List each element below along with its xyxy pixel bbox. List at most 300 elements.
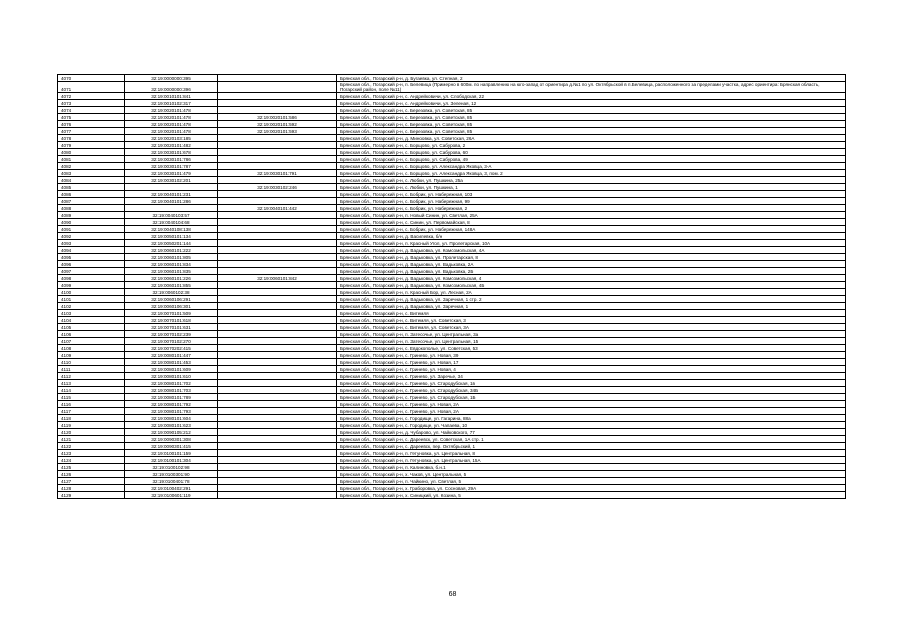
related-cadastral-number-cell xyxy=(218,485,337,492)
cadastral-number-cell: 32:19:0080101:623 xyxy=(125,422,218,429)
related-cadastral-number-cell xyxy=(218,135,337,142)
cadastral-number-cell: 32:19:0000000:395 xyxy=(125,75,218,82)
row-number-cell: 4112 xyxy=(58,373,125,380)
cadastral-number-cell: 32:19:0090301:415 xyxy=(125,443,218,450)
row-number-cell: 4093 xyxy=(58,240,125,247)
related-cadastral-number-cell xyxy=(218,254,337,261)
cadastral-number-cell: 32:19:0040101:231 xyxy=(125,191,218,198)
registry-table xyxy=(57,74,846,499)
row-number-cell: 4075 xyxy=(58,114,125,121)
row-number-cell: 4080 xyxy=(58,149,125,156)
cadastral-number-cell: 32:19:0010101:841 xyxy=(125,93,218,100)
row-number-cell: 4108 xyxy=(58,345,125,352)
table-row xyxy=(58,191,846,198)
table-row xyxy=(58,107,846,114)
related-cadastral-number-cell xyxy=(218,82,337,93)
related-cadastral-number-cell: 32:19:0030102:246 xyxy=(218,184,337,191)
row-number-cell: 4122 xyxy=(58,443,125,450)
row-number-cell: 4099 xyxy=(58,282,125,289)
table-row xyxy=(58,331,846,338)
table-row xyxy=(58,492,846,499)
cadastral-number-cell: 32:19:0070101:631 xyxy=(125,324,218,331)
address-cell: Брянская обл., Погарский р-н, с. Гриневo, ул. Новая, 17 xyxy=(337,359,846,366)
cadastral-number-cell: 32:19:0020101:478 xyxy=(125,121,218,128)
address-cell: Брянская обл., Погарский р-н, с. Гриневo, ул. Стародубская, 34Б xyxy=(337,387,846,394)
cadastral-number-cell: 32:19:0100301:90 xyxy=(125,471,218,478)
row-number-cell: 4098 xyxy=(58,275,125,282)
related-cadastral-number-cell xyxy=(218,464,337,471)
address-cell: Брянская обл., Погарский р-н, с. Любки, ул. Пушкина, 25а xyxy=(337,177,846,184)
row-number-cell: 4088 xyxy=(58,205,125,212)
address-cell: Брянская обл., Погарский р-н, с. Борщово, ул. Сабурова, 49 xyxy=(337,156,846,163)
related-cadastral-number-cell xyxy=(218,457,337,464)
table-row xyxy=(58,212,846,219)
row-number-cell: 4128 xyxy=(58,485,125,492)
address-cell: Брянская обл., Погарский р-н, с. Бобрик, ул. Набережная, 99 xyxy=(337,198,846,205)
address-cell: Брянская обл., Погарский р-н, д. Василевка, б/н xyxy=(337,233,846,240)
row-number-cell: 4114 xyxy=(58,387,125,394)
address-cell: Брянская обл., Погарский р-н, с. Дареевск, ул. Советская, 1А стр. 1 xyxy=(337,436,846,443)
row-number-cell: 4096 xyxy=(58,261,125,268)
row-number-cell: 4074 xyxy=(58,107,125,114)
table-row xyxy=(58,450,846,457)
table-row xyxy=(58,485,846,492)
cadastral-number-cell: 32:19:0090105:212 xyxy=(125,429,218,436)
cadastral-number-cell: 32:19:0080101:789 xyxy=(125,394,218,401)
address-cell: Брянская обл., Погарский р-н, с. Березовка, ул. Советская, 85 xyxy=(337,121,846,128)
related-cadastral-number-cell xyxy=(218,163,337,170)
address-cell: Брянская обл., Погарский р-н, с. Евдокополье, ул. Советская, 53 xyxy=(337,345,846,352)
cadastral-number-cell: 32:19:0080101:604 xyxy=(125,415,218,422)
row-number-cell: 4089 xyxy=(58,212,125,219)
table-row xyxy=(58,471,846,478)
row-number-cell: 4087 xyxy=(58,198,125,205)
address-cell: Брянская обл., Погарский р-н, с. Гриневo, ул. Новая, 2А xyxy=(337,408,846,415)
row-number-cell: 4106 xyxy=(58,331,125,338)
cadastral-number-cell: 32:19:0070101:509 xyxy=(125,310,218,317)
cadastral-number-cell: 32:19:0060101:834 xyxy=(125,261,218,268)
address-cell: Брянская обл., Погарский р-н, х. Чаков, ул. Центральная, 5 xyxy=(337,471,846,478)
related-cadastral-number-cell xyxy=(218,226,337,233)
cadastral-number-cell: 32:19:0080101:610 xyxy=(125,373,218,380)
related-cadastral-number-cell xyxy=(218,429,337,436)
row-number-cell: 4101 xyxy=(58,296,125,303)
address-cell: Брянская обл., Погарский р-н, п. Затесочье, ул. Центральная, 3а xyxy=(337,331,846,338)
row-number-cell: 4077 xyxy=(58,128,125,135)
related-cadastral-number-cell xyxy=(218,100,337,107)
related-cadastral-number-cell: 32:19:0020101:593 xyxy=(218,128,337,135)
related-cadastral-number-cell xyxy=(218,436,337,443)
address-cell: Брянская обл., Погарский р-н, п. Калиновка, б.н.1 xyxy=(337,464,846,471)
table-row xyxy=(58,303,846,310)
related-cadastral-number-cell xyxy=(218,93,337,100)
address-cell: Брянская обл., Погарский р-н, д. Вадьковка, ул. Заречная, 1 xyxy=(337,303,846,310)
table-row xyxy=(58,422,846,429)
row-number-cell: 4078 xyxy=(58,135,125,142)
row-number-cell: 4104 xyxy=(58,317,125,324)
address-cell: Брянская обл., Погарский р-н, с. Борщово, ул. Сабурова, 60 xyxy=(337,149,846,156)
related-cadastral-number-cell xyxy=(218,107,337,114)
row-number-cell: 4070 xyxy=(58,75,125,82)
related-cadastral-number-cell xyxy=(218,310,337,317)
cadastral-number-cell: 32:19:0080101:447 xyxy=(125,352,218,359)
related-cadastral-number-cell xyxy=(218,219,337,226)
cadastral-number-cell: 32:19:0060101:835 xyxy=(125,268,218,275)
address-cell: Брянская обл., Погарский р-н, п. Гетуновка, ул. Центральная, 15А xyxy=(337,457,846,464)
related-cadastral-number-cell: 32:19:0030101:791 xyxy=(218,170,337,177)
table-row xyxy=(58,142,846,149)
address-cell: Брянская обл., Погарский р-н, п. Чайкино, ул. Светлая, 5 xyxy=(337,478,846,485)
table-row xyxy=(58,121,846,128)
row-number-cell: 4120 xyxy=(58,429,125,436)
row-number-cell: 4095 xyxy=(58,254,125,261)
row-number-cell: 4116 xyxy=(58,401,125,408)
address-cell: Брянская обл., Погарский р-н, с. Дареевск, пер. Октябрьский, 1 xyxy=(337,443,846,450)
row-number-cell: 4126 xyxy=(58,471,125,478)
row-number-cell: 4100 xyxy=(58,289,125,296)
related-cadastral-number-cell xyxy=(218,177,337,184)
table-row xyxy=(58,93,846,100)
address-cell: Брянская обл., Погарский р-н, с. Гриневo, ул. Стародубская, 1Б xyxy=(337,394,846,401)
row-number-cell: 4103 xyxy=(58,310,125,317)
row-number-cell: 4072 xyxy=(58,93,125,100)
related-cadastral-number-cell xyxy=(218,268,337,275)
table-row xyxy=(58,457,846,464)
related-cadastral-number-cell xyxy=(218,345,337,352)
address-cell: Брянская обл., Погарский р-н, д. Вадьковка, ул. Комсомольская, 4А xyxy=(337,247,846,254)
cadastral-number-cell: 32:19:0040108:138 xyxy=(125,226,218,233)
table-row xyxy=(58,135,846,142)
address-cell: Брянская обл., Погарский р-н, с. Березовка, ул. Советская, 85 xyxy=(337,107,846,114)
row-number-cell: 4073 xyxy=(58,100,125,107)
address-cell: Брянская обл., Погарский р-н, х. Синицкий, ул. Козина, 5 xyxy=(337,492,846,499)
table-row xyxy=(58,275,846,282)
table-row xyxy=(58,219,846,226)
table-row xyxy=(58,338,846,345)
table-row xyxy=(58,436,846,443)
table-row xyxy=(58,352,846,359)
related-cadastral-number-cell xyxy=(218,380,337,387)
cadastral-number-cell: 32:19:0030101:479 xyxy=(125,170,218,177)
table-row xyxy=(58,198,846,205)
address-cell: Брянская обл., Погарский р-н, п. Новый Синин, ул. Светлая, 25А xyxy=(337,212,846,219)
row-number-cell: 4105 xyxy=(58,324,125,331)
related-cadastral-number-cell xyxy=(218,401,337,408)
address-cell: Брянская обл., Погарский р-н, с. Борщово, ул. Сабурова, 2 xyxy=(337,142,846,149)
related-cadastral-number-cell: 32:19:0060101:842 xyxy=(218,275,337,282)
cadastral-number-cell: 32:19:0090301:308 xyxy=(125,436,218,443)
row-number-cell: 4118 xyxy=(58,415,125,422)
address-cell: Брянская обл., Погарский р-н, с. Синин, ул. Первомайская, 8 xyxy=(337,219,846,226)
cadastral-number-cell: 32:19:0020101:478 xyxy=(125,107,218,114)
table-row xyxy=(58,324,846,331)
related-cadastral-number-cell xyxy=(218,261,337,268)
table-row xyxy=(58,170,846,177)
row-number-cell: 4091 xyxy=(58,226,125,233)
table-row xyxy=(58,261,846,268)
related-cadastral-number-cell xyxy=(218,289,337,296)
cadastral-number-cell: 32:19:0070102:270 xyxy=(125,338,218,345)
cadastral-number-cell: 32:19:0060101:805 xyxy=(125,254,218,261)
related-cadastral-number-cell xyxy=(218,282,337,289)
related-cadastral-number-cell xyxy=(218,492,337,499)
row-number-cell: 4081 xyxy=(58,156,125,163)
related-cadastral-number-cell xyxy=(218,387,337,394)
table-row xyxy=(58,429,846,436)
cadastral-number-cell: 32:19:0100101:159 xyxy=(125,450,218,457)
related-cadastral-number-cell: 32:19:0020101:592 xyxy=(218,121,337,128)
cadastral-number-cell: 32:19:0040104:68 xyxy=(125,219,218,226)
table-row xyxy=(58,128,846,135)
cadastral-number-cell: 32:19:0100601:119 xyxy=(125,492,218,499)
registry-table-body xyxy=(58,75,846,499)
page-number: 68 xyxy=(448,591,457,598)
address-cell: Брянская обл., Погарский р-н, с. Бобрик, ул. Набережная, 103 xyxy=(337,191,846,198)
cadastral-number-cell: 32:19:0060106:301 xyxy=(125,303,218,310)
address-cell: Брянская обл., Погарский р-н, д. Вадьковка, ул. Вадьковка, 2Б xyxy=(337,268,846,275)
row-number-cell: 4127 xyxy=(58,478,125,485)
related-cadastral-number-cell xyxy=(218,366,337,373)
table-row xyxy=(58,296,846,303)
table-row xyxy=(58,478,846,485)
row-number-cell: 4094 xyxy=(58,247,125,254)
related-cadastral-number-cell xyxy=(218,240,337,247)
registry-sheet xyxy=(57,74,846,499)
row-number-cell: 4121 xyxy=(58,436,125,443)
address-cell: Брянская обл., Погарский р-н, с. Гриневo, ул. Новая, 39 xyxy=(337,352,846,359)
table-row xyxy=(58,163,846,170)
related-cadastral-number-cell xyxy=(218,408,337,415)
row-number-cell: 4097 xyxy=(58,268,125,275)
row-number-cell: 4083 xyxy=(58,170,125,177)
table-row xyxy=(58,380,846,387)
table-row xyxy=(58,240,846,247)
address-cell: Брянская обл., Погарский р-н, с. Борщово, ул. Александра Яковца, 3, пом. 2 xyxy=(337,170,846,177)
table-row xyxy=(58,114,846,121)
cadastral-number-cell: 32:19:0030101:678 xyxy=(125,149,218,156)
cadastral-number-cell: 32:19:0020101:478 xyxy=(125,128,218,135)
cadastral-number-cell: 32:19:0030101:787 xyxy=(125,163,218,170)
row-number-cell: 4117 xyxy=(58,408,125,415)
cadastral-number-cell: 32:19:0080101:703 xyxy=(125,387,218,394)
related-cadastral-number-cell xyxy=(218,450,337,457)
cadastral-number-cell: 32:19:0050101:134 xyxy=(125,233,218,240)
address-cell: Брянская обл., Погарский р-н, д. Вадьковка, ул. Комсомольская, 4Б xyxy=(337,282,846,289)
cadastral-number-cell: 32:19:0060102:38 xyxy=(125,289,218,296)
address-cell: Брянская обл., Погарский р-н, с. Гриневo, ул. Стародубская, 1в xyxy=(337,380,846,387)
table-row xyxy=(58,149,846,156)
row-number-cell: 4076 xyxy=(58,121,125,128)
row-number-cell: 4123 xyxy=(58,450,125,457)
address-cell: Брянская обл., Погарский р-н, с. Витемля xyxy=(337,310,846,317)
table-row xyxy=(58,205,846,212)
table-row xyxy=(58,177,846,184)
address-cell: Брянская обл., Погарский р-н, с. Бобрик, ул. Набережная, 148А xyxy=(337,226,846,233)
address-cell: Брянская обл., Погарский р-н, п. Гетуновка, ул. Центральная, 8 xyxy=(337,450,846,457)
table-row xyxy=(58,268,846,275)
cadastral-number-cell: 32:19:0060106:291 xyxy=(125,296,218,303)
table-row xyxy=(58,345,846,352)
cadastral-number-cell: 32:19:0030102:201 xyxy=(125,177,218,184)
address-cell: Брянская обл., Погарский р-н, с. Городище, ул. Чапаева, 10 xyxy=(337,422,846,429)
cadastral-number-cell: 32:19:0020103:185 xyxy=(125,135,218,142)
cadastral-number-cell xyxy=(125,205,218,212)
related-cadastral-number-cell xyxy=(218,443,337,450)
related-cadastral-number-cell xyxy=(218,338,337,345)
table-row xyxy=(58,317,846,324)
related-cadastral-number-cell xyxy=(218,324,337,331)
cadastral-number-cell: 32:19:0100401:78 xyxy=(125,478,218,485)
row-number-cell: 4092 xyxy=(58,233,125,240)
related-cadastral-number-cell xyxy=(218,394,337,401)
table-row xyxy=(58,282,846,289)
address-cell: Брянская обл., Погарский р-н, д. Вадьковка, ул. Пролетарская, 8 xyxy=(337,254,846,261)
address-cell: Брянская обл., Погарский р-н, с. Андрейковичи, ул. Слободская, 22 xyxy=(337,93,846,100)
row-number-cell: 4079 xyxy=(58,142,125,149)
table-row xyxy=(58,184,846,191)
table-row xyxy=(58,408,846,415)
related-cadastral-number-cell: 32:19:0020101:586 xyxy=(218,114,337,121)
related-cadastral-number-cell xyxy=(218,191,337,198)
cadastral-number-cell: 32:19:0070101:618 xyxy=(125,317,218,324)
table-row xyxy=(58,233,846,240)
row-number-cell: 4111 xyxy=(58,366,125,373)
address-cell: Брянская обл., Погарский р-н, п. Красный Бор, ул. Лесная, 2А xyxy=(337,289,846,296)
row-number-cell: 4085 xyxy=(58,184,125,191)
cadastral-number-cell: 32:19:0020101:482 xyxy=(125,142,218,149)
table-row xyxy=(58,373,846,380)
table-row xyxy=(58,156,846,163)
address-cell: Брянская обл., Погарский р-н, с. Андрейковичи, ул. Зеленая, 12 xyxy=(337,100,846,107)
related-cadastral-number-cell: 32:19:0040101:442 xyxy=(218,205,337,212)
table-row xyxy=(58,100,846,107)
related-cadastral-number-cell xyxy=(218,373,337,380)
cadastral-number-cell: 32:19:0100101:304 xyxy=(125,457,218,464)
related-cadastral-number-cell xyxy=(218,478,337,485)
cadastral-number-cell: 32:19:0100102:98 xyxy=(125,464,218,471)
table-row xyxy=(58,394,846,401)
table-row xyxy=(58,443,846,450)
row-number-cell: 4084 xyxy=(58,177,125,184)
cadastral-number-cell: 32:19:0000000:396 xyxy=(125,82,218,93)
table-row xyxy=(58,289,846,296)
cadastral-number-cell: 32:19:0050201:144 xyxy=(125,240,218,247)
table-row xyxy=(58,247,846,254)
address-cell: Брянская обл., Погарский р-н, д. Бугаевка, ул. Степная, 2 xyxy=(337,75,846,82)
cadastral-number-cell: 32:19:0060101:226 xyxy=(125,275,218,282)
row-number-cell: 4090 xyxy=(58,219,125,226)
address-cell: Брянская обл., Погарский р-н, х. Граборовка, ул. Сосновая, 29А xyxy=(337,485,846,492)
cadastral-number-cell: 32:19:0080101:609 xyxy=(125,366,218,373)
related-cadastral-number-cell xyxy=(218,471,337,478)
related-cadastral-number-cell xyxy=(218,296,337,303)
related-cadastral-number-cell xyxy=(218,75,337,82)
cadastral-number-cell: 32:19:0080101:702 xyxy=(125,380,218,387)
related-cadastral-number-cell xyxy=(218,317,337,324)
related-cadastral-number-cell xyxy=(218,359,337,366)
related-cadastral-number-cell xyxy=(218,233,337,240)
address-cell: Брянская обл., Погарский р-н, с. Борщово, ул. Александра Яковца, 3-А xyxy=(337,163,846,170)
address-cell: Брянская обл., Погарский р-н, с. Гриневo, ул. Новая, 4 xyxy=(337,366,846,373)
address-cell: Брянская обл., Погарский р-н, п. Затесочье, ул. Центральная, 15 xyxy=(337,338,846,345)
address-cell: Брянская обл., Погарский р-н, д. Вадьковка, ул. Вадьковка, 2А xyxy=(337,261,846,268)
row-number-cell: 4107 xyxy=(58,338,125,345)
address-cell: Брянская обл., Погарский р-н, с. Витемля, ул. Советская, 3А xyxy=(337,324,846,331)
row-number-cell: 4129 xyxy=(58,492,125,499)
row-number-cell: 4119 xyxy=(58,422,125,429)
table-row xyxy=(58,82,846,93)
related-cadastral-number-cell xyxy=(218,156,337,163)
row-number-cell: 4115 xyxy=(58,394,125,401)
address-cell: Брянская обл., Погарский р-н, с. Гриневo, ул. Новая, 2А xyxy=(337,401,846,408)
address-cell: Брянская обл., Погарский р-н, д. Вадьковка, ул. Заречная, 1 стр. 2 xyxy=(337,296,846,303)
address-cell: Брянская обл., Погарский р-н, с. Бобрик, ул. Набережная, 2 xyxy=(337,205,846,212)
table-row xyxy=(58,464,846,471)
row-number-cell: 4113 xyxy=(58,380,125,387)
cadastral-number-cell: 32:19:0020101:478 xyxy=(125,114,218,121)
row-number-cell: 4071 xyxy=(58,82,125,93)
row-number-cell: 4086 xyxy=(58,191,125,198)
address-cell: Брянская обл., Погарский р-н, п. Белевица (Примерно в 600м. по направлению на юго-запад от ориентира д.№1 по ул. Октябрьской в п.Белевица, расположенного за пределами участка, адрес ориентира: Брянская область, Погарский район, поле №11) xyxy=(337,82,846,93)
address-cell: Брянская обл., Погарский р-н, с. Любки, ул. Пушкина, 1 xyxy=(337,184,846,191)
cadastral-number-cell: 32:19:0060101:222 xyxy=(125,247,218,254)
cadastral-number-cell: 32:19:0040101:286 xyxy=(125,198,218,205)
address-cell: Брянская обл., Погарский р-н, с. Березовка, ул. Советская, 85 xyxy=(337,114,846,121)
table-row xyxy=(58,75,846,82)
cadastral-number-cell: 32:19:0060101:855 xyxy=(125,282,218,289)
row-number-cell: 4125 xyxy=(58,464,125,471)
row-number-cell: 4110 xyxy=(58,359,125,366)
related-cadastral-number-cell xyxy=(218,331,337,338)
related-cadastral-number-cell xyxy=(218,142,337,149)
table-row xyxy=(58,366,846,373)
cadastral-number-cell: 32:19:0100402:291 xyxy=(125,485,218,492)
related-cadastral-number-cell xyxy=(218,198,337,205)
table-row xyxy=(58,359,846,366)
address-cell: Брянская обл., Погарский р-н, с. Гриневo, ул. Заречье, 34 xyxy=(337,373,846,380)
cadastral-number-cell: 32:19:0080101:792 xyxy=(125,401,218,408)
row-number-cell: 4082 xyxy=(58,163,125,170)
address-cell: Брянская обл., Погарский р-н, с. Городище, ул. Гагарина, 88а xyxy=(337,415,846,422)
row-number-cell: 4109 xyxy=(58,352,125,359)
table-row xyxy=(58,254,846,261)
related-cadastral-number-cell xyxy=(218,352,337,359)
related-cadastral-number-cell xyxy=(218,422,337,429)
cadastral-number-cell: 32:19:0070102:239 xyxy=(125,331,218,338)
row-number-cell: 4124 xyxy=(58,457,125,464)
table-row xyxy=(58,387,846,394)
related-cadastral-number-cell xyxy=(218,303,337,310)
cadastral-number-cell: 32:19:0030101:786 xyxy=(125,156,218,163)
related-cadastral-number-cell xyxy=(218,212,337,219)
table-row xyxy=(58,401,846,408)
address-cell: Брянская обл., Погарский р-н, д. Миноовка, ул. Советская, 26А xyxy=(337,135,846,142)
table-row xyxy=(58,415,846,422)
related-cadastral-number-cell xyxy=(218,149,337,156)
cadastral-number-cell: 32:19:0080101:793 xyxy=(125,408,218,415)
address-cell: Брянская обл., Погарский р-н, д. Вадьковка, ул. Комсомольская, 4 xyxy=(337,275,846,282)
cadastral-number-cell: 32:19:0010102:317 xyxy=(125,100,218,107)
cadastral-number-cell: 32:19:0070202:415 xyxy=(125,345,218,352)
cadastral-number-cell: 32:19:0080101:453 xyxy=(125,359,218,366)
address-cell: Брянская обл., Погарский р-н, с. Витемля, ул. Советская, 3 xyxy=(337,317,846,324)
cadastral-number-cell xyxy=(125,184,218,191)
related-cadastral-number-cell xyxy=(218,247,337,254)
address-cell: Брянская обл., Погарский р-н, п. Красный Угол, ул. Пролетарская, 10А xyxy=(337,240,846,247)
address-cell: Брянская обл., Погарский р-н, д. Чубарово, ул. Чайковского, 77 xyxy=(337,429,846,436)
row-number-cell: 4102 xyxy=(58,303,125,310)
address-cell: Брянская обл., Погарский р-н, с. Березовка, ул. Советская, 85 xyxy=(337,128,846,135)
